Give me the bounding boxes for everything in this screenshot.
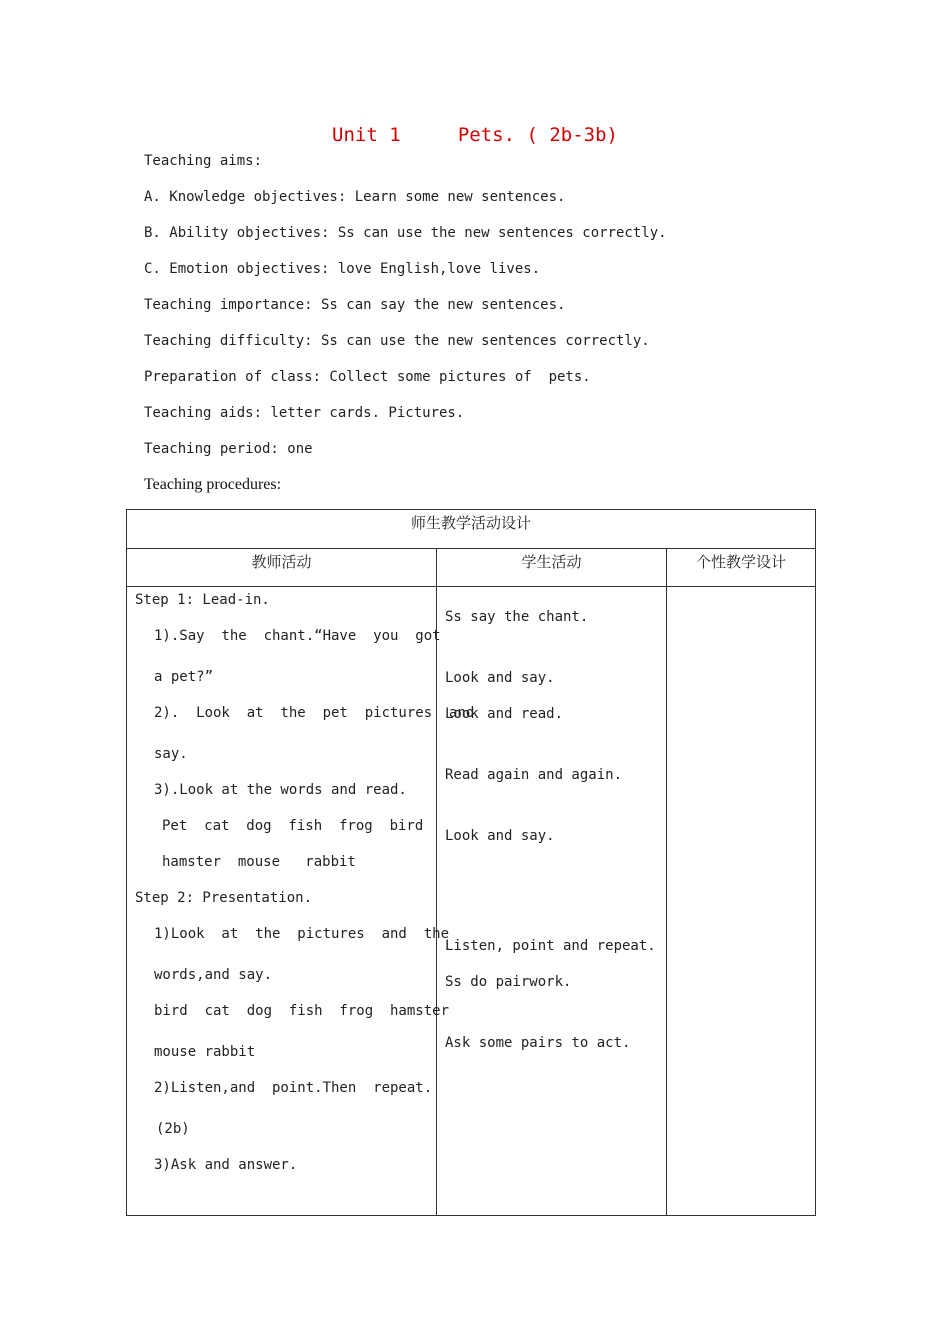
knowledge-objectives: A. Knowledge objectives: Learn some new sentences. — [144, 189, 566, 205]
teacher-line: Pet cat dog fish frog bird — [162, 818, 424, 834]
teacher-line: say. — [154, 746, 188, 762]
teacher-line: 3).Look at the words and read. — [154, 782, 407, 798]
teacher-line: words,and say. — [154, 967, 273, 983]
teacher-line: 3)Ask and answer. — [154, 1157, 298, 1173]
teacher-line: a pet?” — [154, 669, 214, 685]
student-line: Ss say the chant. — [445, 609, 589, 625]
column-header-student: 学生活动 — [437, 549, 667, 587]
teacher-line: Step 1: Lead-in. — [135, 592, 270, 608]
teaching-importance: Teaching importance: Ss can say the new sentences. — [144, 297, 566, 313]
student-line: Listen, point and repeat. — [445, 938, 656, 954]
teacher-line: 2)Listen,and point.Then repeat. — [154, 1080, 433, 1096]
teacher-line: hamster mouse rabbit — [162, 854, 356, 870]
teacher-activity-cell — [127, 587, 475, 1216]
lesson-table — [126, 509, 816, 1216]
student-line: Look and say. — [445, 670, 555, 686]
personal-design-cell — [667, 587, 816, 1216]
table-caption: 师生教学活动设计 — [127, 510, 816, 549]
page-title: Unit 1 Pets. ( 2b-3b) — [332, 124, 618, 146]
column-header-personal: 个性教学设计 — [667, 549, 816, 587]
student-line: Look and say. — [445, 828, 555, 844]
column-header-teacher: 教师活动 — [127, 549, 437, 587]
teacher-line: 1).Say the chant.“Have you got — [154, 628, 441, 644]
student-activity-cell — [437, 587, 667, 1216]
teacher-line: bird cat dog fish frog hamster — [154, 1003, 450, 1019]
teacher-line: 2). Look at the pet pictures and — [154, 705, 475, 721]
teaching-aids: Teaching aids: letter cards. Pictures. — [144, 405, 465, 421]
student-line: Ss do pairwork. — [445, 974, 572, 990]
teaching-procedures-label: Teaching procedures: — [144, 476, 282, 493]
teacher-line: (2b) — [156, 1121, 190, 1137]
teacher-line: Step 2: Presentation. — [135, 890, 313, 906]
preparation-of-class: Preparation of class: Collect some pictures of pets. — [144, 369, 591, 385]
ability-objectives: B. Ability objectives: Ss can use the new sentences correctly. — [144, 225, 667, 241]
teacher-line: mouse rabbit — [154, 1044, 256, 1060]
student-line: Ask some pairs to act. — [445, 1035, 631, 1051]
student-line: Read again and again. — [445, 767, 623, 783]
teaching-period: Teaching period: one — [144, 441, 313, 457]
teaching-aims-label: Teaching aims: — [144, 153, 263, 169]
teacher-line: 1)Look at the pictures and the — [154, 926, 450, 942]
teaching-difficulty: Teaching difficulty: Ss can use the new sentences correctly. — [144, 333, 650, 349]
student-line: Look and read. — [445, 706, 564, 722]
emotion-objectives: C. Emotion objectives: love English,love lives. — [144, 261, 541, 277]
